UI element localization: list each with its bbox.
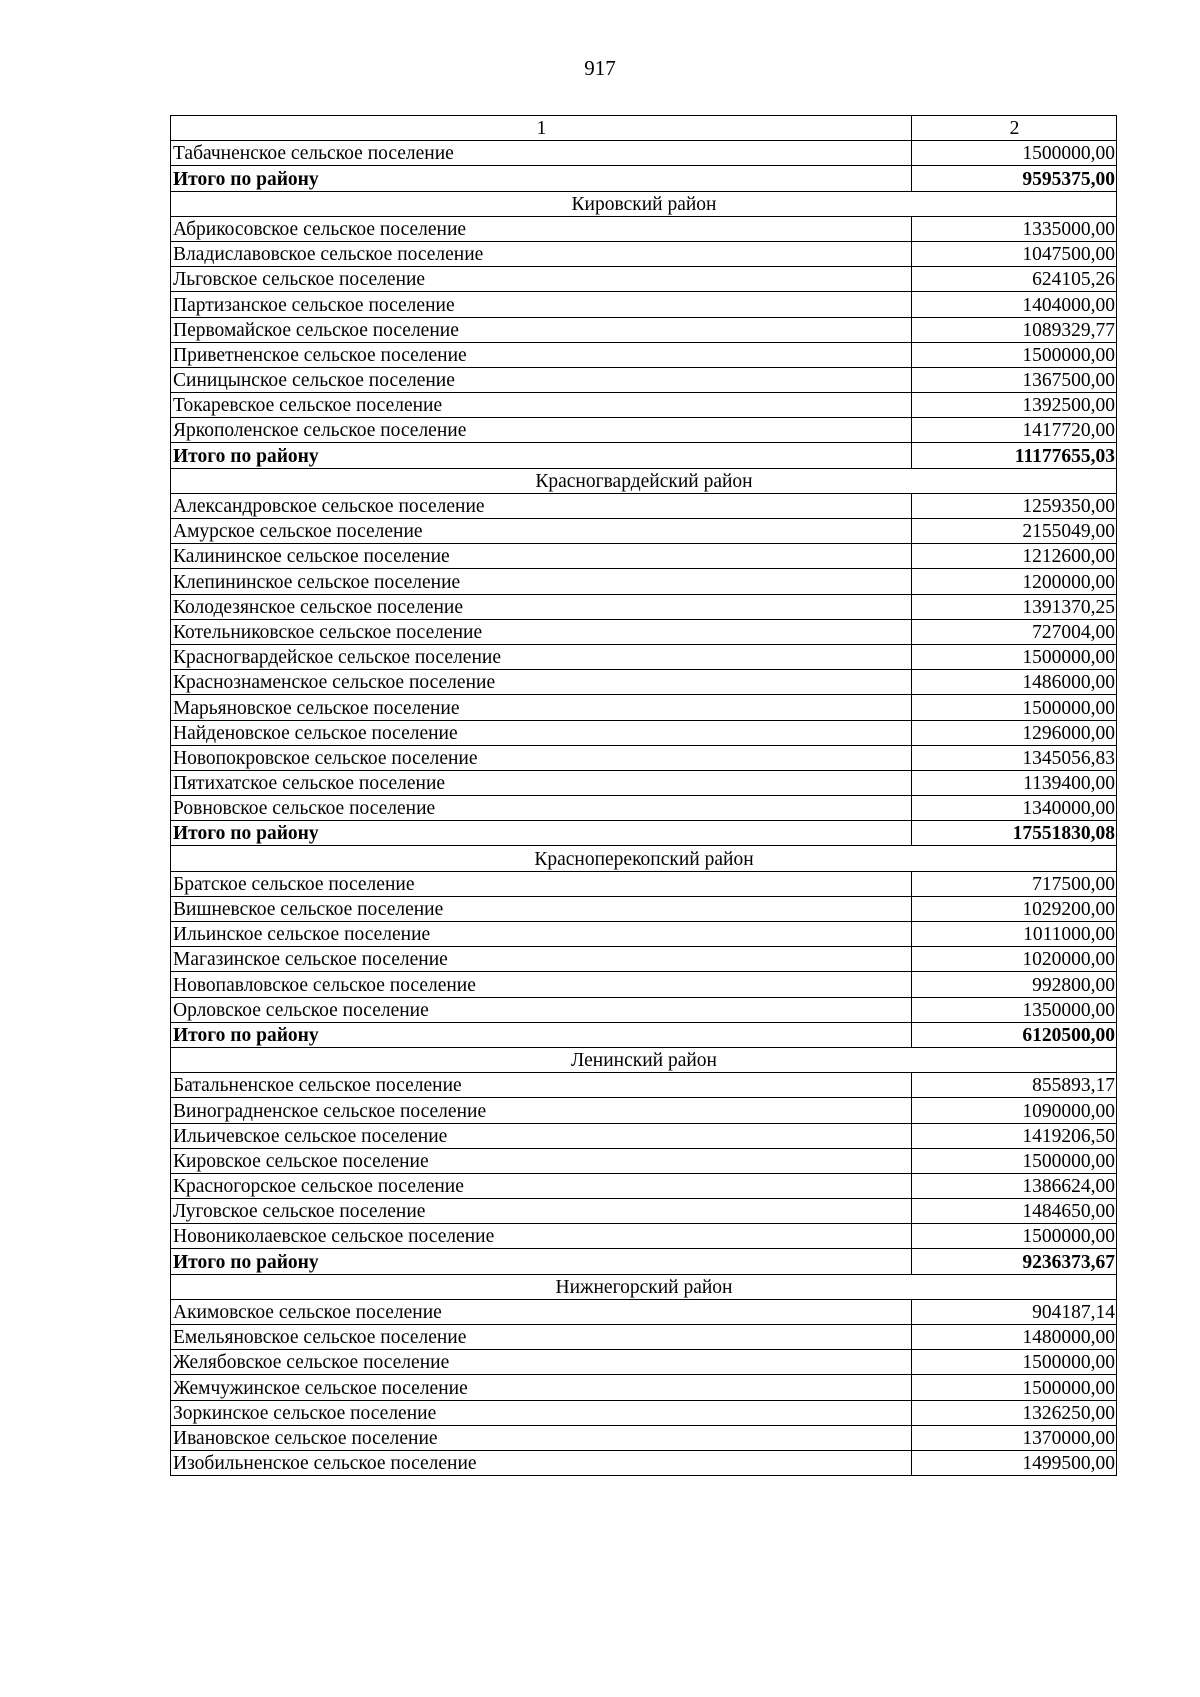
settlement-name: Новониколаевское сельское поселение xyxy=(171,1224,912,1249)
settlement-name: Льговское сельское поселение xyxy=(171,267,912,292)
settlement-row xyxy=(171,519,1117,544)
column-header-1: 1 xyxy=(171,116,912,141)
settlement-name: Партизанское сельское поселение xyxy=(171,292,912,317)
settlement-name: Клепининское сельское поселение xyxy=(171,569,912,594)
settlement-name: Калининское сельское поселение xyxy=(171,544,912,569)
settlement-row xyxy=(171,1123,1117,1148)
settlement-row xyxy=(171,1350,1117,1375)
settlement-name: Ильичевское сельское поселение xyxy=(171,1123,912,1148)
settlement-amount: 1367500,00 xyxy=(912,367,1117,392)
settlement-name: Ровновское сельское поселение xyxy=(171,796,912,821)
settlement-row xyxy=(171,922,1117,947)
settlement-amount: 1480000,00 xyxy=(912,1325,1117,1350)
settlement-amount: 1335000,00 xyxy=(912,216,1117,241)
settlement-name: Александровское сельское поселение xyxy=(171,493,912,518)
settlement-amount: 992800,00 xyxy=(912,972,1117,997)
settlement-name: Жемчужинское сельское поселение xyxy=(171,1375,912,1400)
district-total-row xyxy=(171,1249,1117,1274)
settlement-amount: 1370000,00 xyxy=(912,1425,1117,1450)
district-total-row xyxy=(171,443,1117,468)
settlement-amount: 1500000,00 xyxy=(912,695,1117,720)
district-name: Красноперекопский район xyxy=(171,846,1117,871)
settlement-name: Красногорское сельское поселение xyxy=(171,1173,912,1198)
district-name: Кировский район xyxy=(171,191,1117,216)
settlement-row xyxy=(171,896,1117,921)
settlement-amount: 1200000,00 xyxy=(912,569,1117,594)
settlement-row xyxy=(171,418,1117,443)
settlement-row xyxy=(171,695,1117,720)
settlement-amount: 1404000,00 xyxy=(912,292,1117,317)
total-value: 11177655,03 xyxy=(912,443,1117,468)
settlement-name: Марьяновское сельское поселение xyxy=(171,695,912,720)
settlement-name: Абрикосовское сельское поселение xyxy=(171,216,912,241)
settlement-amount: 1419206,50 xyxy=(912,1123,1117,1148)
settlement-name: Красногвардейское сельское поселение xyxy=(171,644,912,669)
settlement-amount: 717500,00 xyxy=(912,871,1117,896)
settlement-name: Пятихатское сельское поселение xyxy=(171,770,912,795)
settlement-amount: 1326250,00 xyxy=(912,1400,1117,1425)
settlement-row xyxy=(171,493,1117,518)
settlement-row xyxy=(171,1425,1117,1450)
settlement-amount: 1089329,77 xyxy=(912,317,1117,342)
settlement-row xyxy=(171,216,1117,241)
settlement-amount: 2155049,00 xyxy=(912,519,1117,544)
settlement-row xyxy=(171,1173,1117,1198)
settlement-row xyxy=(171,292,1117,317)
settlement-row xyxy=(171,619,1117,644)
settlement-row xyxy=(171,267,1117,292)
settlement-name: Токаревское сельское поселение xyxy=(171,393,912,418)
settlement-row xyxy=(171,1450,1117,1475)
settlement-name: Изобильненское сельское поселение xyxy=(171,1450,912,1475)
settlement-amount: 1500000,00 xyxy=(912,1224,1117,1249)
settlement-name: Найденовское сельское поселение xyxy=(171,720,912,745)
total-label: Итого по району xyxy=(171,821,912,846)
total-value: 9236373,67 xyxy=(912,1249,1117,1274)
settlement-amount: 1212600,00 xyxy=(912,544,1117,569)
district-name: Ленинский район xyxy=(171,1047,1117,1072)
settlement-amount: 1350000,00 xyxy=(912,997,1117,1022)
settlement-name: Колодезянское сельское поселение xyxy=(171,594,912,619)
settlement-amount: 1499500,00 xyxy=(912,1450,1117,1475)
settlement-row xyxy=(171,1299,1117,1324)
settlement-row xyxy=(171,241,1117,266)
settlement-amount: 904187,14 xyxy=(912,1299,1117,1324)
settlement-row xyxy=(171,367,1117,392)
settlement-amount: 1391370,25 xyxy=(912,594,1117,619)
settlement-amount: 1020000,00 xyxy=(912,947,1117,972)
settlement-name: Магазинское сельское поселение xyxy=(171,947,912,972)
settlement-name: Емельяновское сельское поселение xyxy=(171,1325,912,1350)
settlement-amount: 1296000,00 xyxy=(912,720,1117,745)
settlement-row xyxy=(171,544,1117,569)
settlement-name: Виноградненское сельское поселение xyxy=(171,1098,912,1123)
settlement-row xyxy=(171,393,1117,418)
settlement-name: Ивановское сельское поселение xyxy=(171,1425,912,1450)
settlement-row xyxy=(171,644,1117,669)
settlement-row xyxy=(171,745,1117,770)
district-header-row xyxy=(171,1047,1117,1072)
settlement-amount: 1011000,00 xyxy=(912,922,1117,947)
district-header-row xyxy=(171,468,1117,493)
district-header-row xyxy=(171,191,1117,216)
district-total-row xyxy=(171,1022,1117,1047)
settlement-row xyxy=(171,997,1117,1022)
settlement-amount: 855893,17 xyxy=(912,1073,1117,1098)
settlement-amount: 1500000,00 xyxy=(912,1350,1117,1375)
settlement-amount: 624105,26 xyxy=(912,267,1117,292)
settlement-row xyxy=(171,796,1117,821)
settlement-amount: 727004,00 xyxy=(912,619,1117,644)
settlement-name: Зоркинское сельское поселение xyxy=(171,1400,912,1425)
settlement-row xyxy=(171,1325,1117,1350)
settlement-amount: 1500000,00 xyxy=(912,1375,1117,1400)
settlement-name: Первомайское сельское поселение xyxy=(171,317,912,342)
settlement-amount: 1029200,00 xyxy=(912,896,1117,921)
settlement-name: Табачненское сельское поселение xyxy=(171,141,912,166)
settlement-row xyxy=(171,1199,1117,1224)
settlement-amount: 1386624,00 xyxy=(912,1173,1117,1198)
settlement-name: Кировское сельское поселение xyxy=(171,1148,912,1173)
settlement-amount: 1500000,00 xyxy=(912,1148,1117,1173)
settlement-row xyxy=(171,1375,1117,1400)
settlement-amount: 1417720,00 xyxy=(912,418,1117,443)
settlement-amount: 1500000,00 xyxy=(912,342,1117,367)
settlement-name: Желябовское сельское поселение xyxy=(171,1350,912,1375)
settlement-amount: 1090000,00 xyxy=(912,1098,1117,1123)
settlement-row xyxy=(171,871,1117,896)
settlement-amount: 1392500,00 xyxy=(912,393,1117,418)
settlement-amount: 1484650,00 xyxy=(912,1199,1117,1224)
total-value: 17551830,08 xyxy=(912,821,1117,846)
total-value: 6120500,00 xyxy=(912,1022,1117,1047)
settlement-amount: 1500000,00 xyxy=(912,141,1117,166)
settlement-row xyxy=(171,317,1117,342)
settlement-name: Яркополенское сельское поселение xyxy=(171,418,912,443)
settlement-row xyxy=(171,770,1117,795)
settlement-name: Новопокровское сельское поселение xyxy=(171,745,912,770)
settlement-name: Братское сельское поселение xyxy=(171,871,912,896)
settlement-row xyxy=(171,342,1117,367)
settlement-row xyxy=(171,569,1117,594)
district-total-row xyxy=(171,166,1117,191)
settlement-name: Котельниковское сельское поселение xyxy=(171,619,912,644)
settlement-row xyxy=(171,972,1117,997)
settlement-row xyxy=(171,947,1117,972)
settlement-amount: 1047500,00 xyxy=(912,241,1117,266)
total-label: Итого по району xyxy=(171,1022,912,1047)
settlement-name: Краснознаменское сельское поселение xyxy=(171,670,912,695)
settlement-amount: 1500000,00 xyxy=(912,644,1117,669)
total-value: 9595375,00 xyxy=(912,166,1117,191)
settlement-name: Акимовское сельское поселение xyxy=(171,1299,912,1324)
settlement-name: Орловское сельское поселение xyxy=(171,997,912,1022)
settlement-name: Новопавловское сельское поселение xyxy=(171,972,912,997)
settlement-row xyxy=(171,141,1117,166)
settlement-row xyxy=(171,1098,1117,1123)
settlement-name: Приветненское сельское поселение xyxy=(171,342,912,367)
settlement-row xyxy=(171,594,1117,619)
district-header-row xyxy=(171,846,1117,871)
column-header-2: 2 xyxy=(912,116,1117,141)
settlement-name: Ильинское сельское поселение xyxy=(171,922,912,947)
settlement-name: Батальненское сельское поселение xyxy=(171,1073,912,1098)
settlement-row xyxy=(171,1073,1117,1098)
page-number: 917 xyxy=(584,56,616,80)
settlement-name: Луговское сельское поселение xyxy=(171,1199,912,1224)
allocation-table xyxy=(170,115,1117,1476)
total-label: Итого по району xyxy=(171,1249,912,1274)
district-total-row xyxy=(171,821,1117,846)
settlement-amount: 1259350,00 xyxy=(912,493,1117,518)
settlement-name: Вишневское сельское поселение xyxy=(171,896,912,921)
settlement-row xyxy=(171,1224,1117,1249)
settlement-row xyxy=(171,1148,1117,1173)
settlement-name: Синицынское сельское поселение xyxy=(171,367,912,392)
settlement-row xyxy=(171,720,1117,745)
settlement-amount: 1486000,00 xyxy=(912,670,1117,695)
district-name: Красногвардейский район xyxy=(171,468,1117,493)
table-body xyxy=(171,116,1117,1476)
settlement-name: Владиславовское сельское поселение xyxy=(171,241,912,266)
settlement-amount: 1139400,00 xyxy=(912,770,1117,795)
settlement-row xyxy=(171,1400,1117,1425)
settlement-row xyxy=(171,670,1117,695)
total-label: Итого по району xyxy=(171,166,912,191)
district-name: Нижнегорский район xyxy=(171,1274,1117,1299)
total-label: Итого по району xyxy=(171,443,912,468)
settlement-amount: 1340000,00 xyxy=(912,796,1117,821)
settlement-amount: 1345056,83 xyxy=(912,745,1117,770)
settlement-name: Амурское сельское поселение xyxy=(171,519,912,544)
column-header-row xyxy=(171,116,1117,141)
district-header-row xyxy=(171,1274,1117,1299)
